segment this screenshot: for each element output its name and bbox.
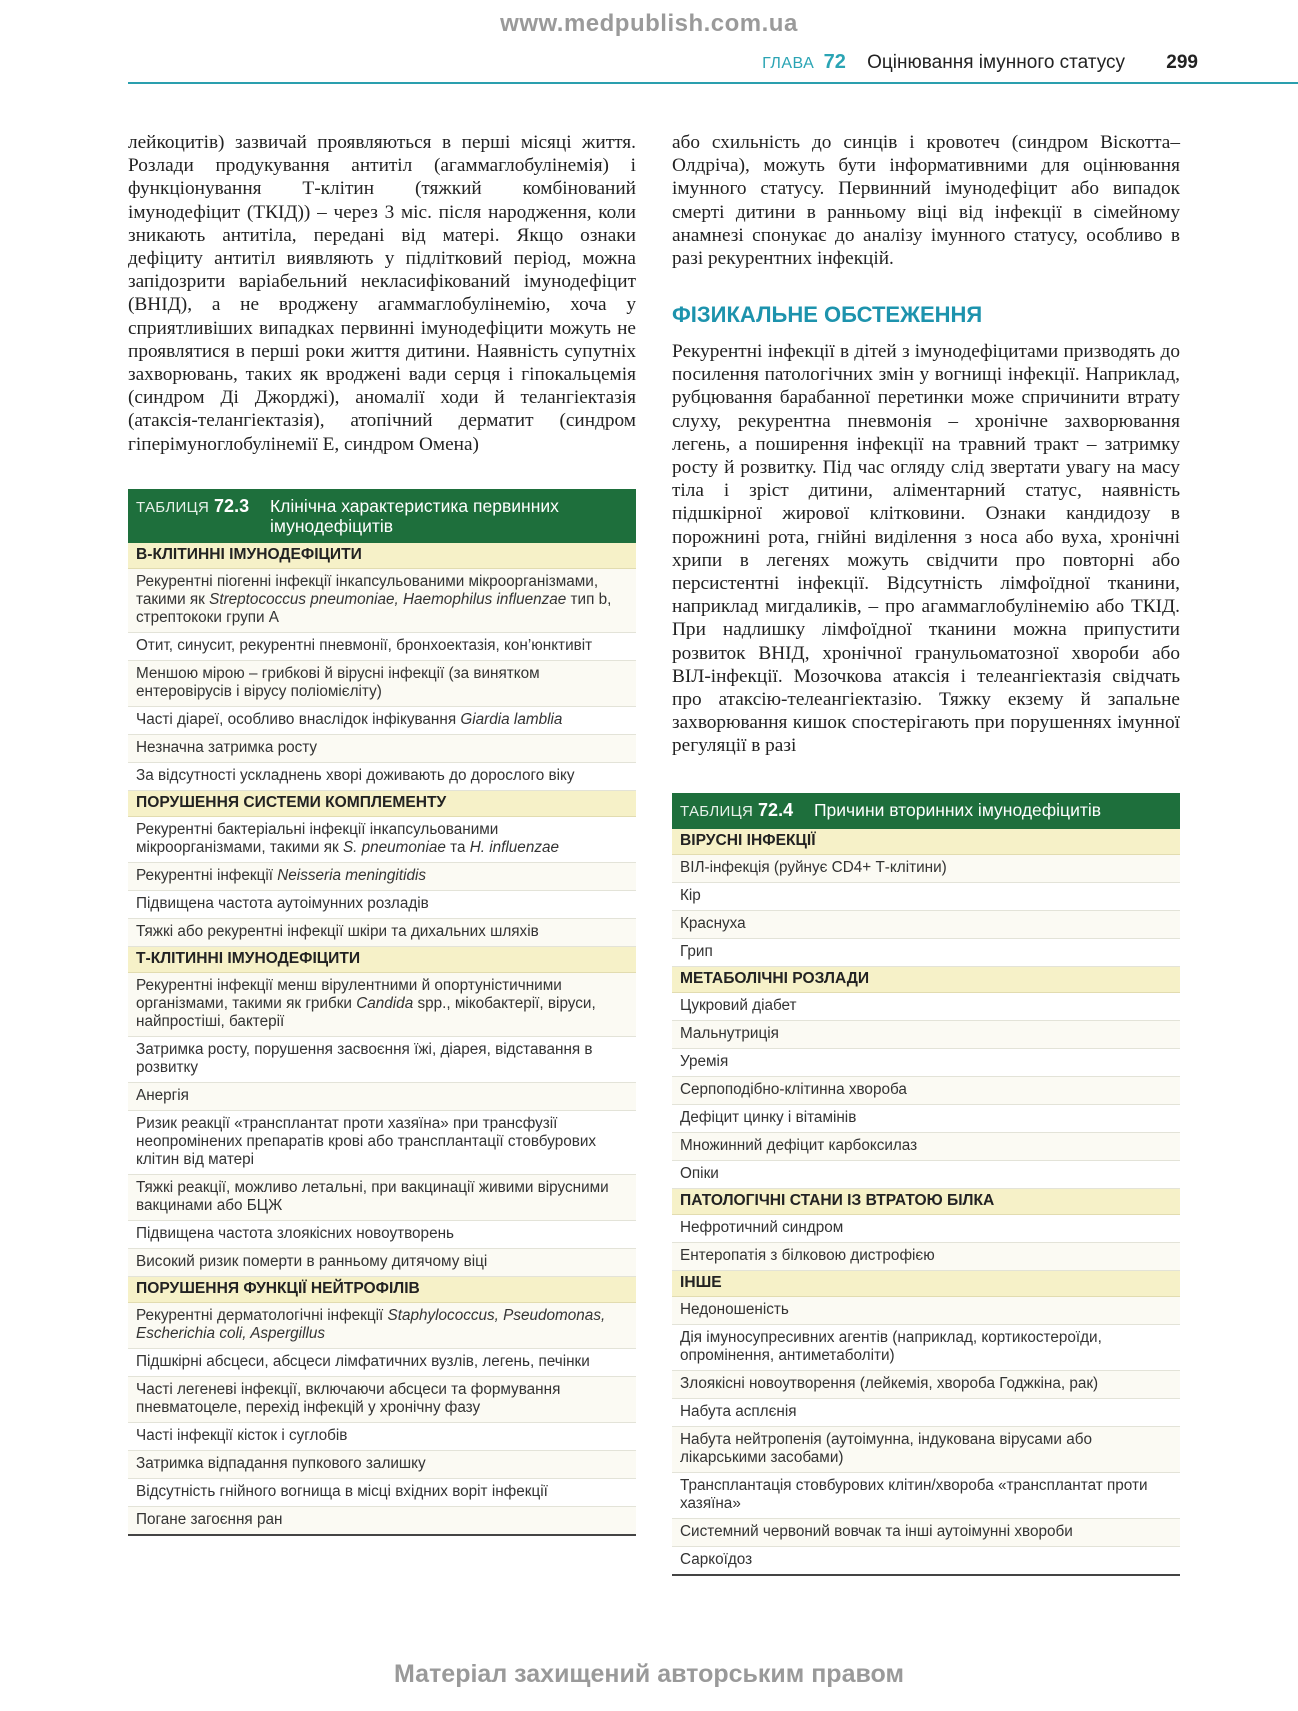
table-cell: Злоякісні новоутворення (лейкемія, хвороба Годжкіна, рак) (672, 1371, 1180, 1399)
table-cell: Дія імуносупресивних агентів (наприклад, кортикостероїди, опромінення, антиметаболіти) (672, 1325, 1180, 1371)
table-row (128, 1249, 636, 1277)
table-cell: Високий ризик померти в ранньому дитячому віці (128, 1249, 636, 1277)
table-category-row (128, 791, 636, 817)
table-row (128, 1479, 636, 1507)
table-number: 72.4 (758, 800, 794, 820)
table-cell: Отит, синусит, рекурентні пневмонії, бронхоектазія, кон’юнктивіт (128, 633, 636, 661)
table-row (128, 919, 636, 947)
watermark-bottom: Матеріал захищений авторським правом (394, 1660, 904, 1688)
body-text-column-2-bottom: Рекурентні інфекції в дітей з імунодефіцитами призводять до посилення патологічних змін у вогнищі інфекції. Наприклад, рубцювання барабанної перетинки може спричинити втрату слуху, рекурентна пневмонія – хронічне захворювання легень, а поширення інфекції на травний тракт – затримку росту й розвитку. Під час огляду слід звертати увагу на масу тіла і зріст дитини, аліментарний статус, наявність підшкірної жирової клітковини. Ознаки кандидозу в порожнині рота, гнійні виділення з носа або вуха, хронічні хрипи в легенях можуть свідчити про повторні або персистентні інфекції. Відсутність лімфоїдної тканини, наприклад мигдаликів, – про агаммаглобулінемію або ТКІД. При надлишку лімфоїдної тканини можна припустити розвиток ВНІД, хронічної гранульоматозної хвороби або ВІЛ-інфекції. Мозочкова атаксія і телеангіектазія свідчать про атаксію-телеангіектазію. Тяжку екзему й запальне захворювання кишок спостерігають при порушеннях імунної регуляції в разі (672, 341, 1180, 757)
table-72-4-body (672, 829, 1180, 1575)
table-cell: Часті діареї, особливо внаслідок інфікування Giardia lamblia (128, 707, 636, 735)
table-row (672, 1473, 1180, 1519)
table-row (672, 911, 1180, 939)
table-row (128, 735, 636, 763)
table-row (672, 855, 1180, 883)
table-cell: Ризик реакції «трансплантат проти хазяїна» при трансфузії неопромінених препаратів крові або трансплантації стовбурових клітин від матері (128, 1111, 636, 1175)
table-row (672, 1049, 1180, 1077)
table-cell: Цукровий діабет (672, 993, 1180, 1021)
table-row (672, 1547, 1180, 1576)
table-row (128, 863, 636, 891)
table-title: Причини вторинних імунодефіцитів (813, 800, 1102, 820)
table-cell: Дефіцит цинку і вітамінів (672, 1105, 1180, 1133)
table-row (672, 1021, 1180, 1049)
page-header (128, 48, 1298, 84)
table-cell: Краснуха (672, 911, 1180, 939)
table-cell: Підвищена частота аутоімунних розладів (128, 891, 636, 919)
body-text-column-1: лейкоцитів) зазвичай проявляються в перші місяці життя. Розлади продукування антитіл (агаммаглобулінемія) і функціонування Т-клітин (тяжкий комбінований імунодефіцит (ТКІД)) – через 3 міс. після народження, коли зникають антитіла, передані від матері. Якщо ознаки дефіциту антитіл виявляють у підлітковий період, можна запідозрити варіабельний некласифікований імунодефіцит (ВНІД), а не вроджену агаммаглобулінемію, хоча у сприятливіших випадках первинні імунодефіцити можуть не проявлятися в перші роки життя дитини. Наявність супутніх захворювань, таких як вроджені вади серця і гіпокальцемія (синдром Ді Джорджі), аномалії ходи й телангіектазія (атаксія-телангіектазія), атопічний дерматит (синдром гіперімуноглобулінемії Е, синдром Омена) (128, 132, 636, 455)
table-cell: Мальнутриція (672, 1021, 1180, 1049)
table-title: Клінічна характеристика первинних імунодефіцитів (269, 496, 559, 536)
table-category-row (672, 1189, 1180, 1215)
table-category-row (672, 1271, 1180, 1297)
table-row (128, 1423, 636, 1451)
table-72-3-caption (128, 489, 636, 543)
table-row (128, 1303, 636, 1349)
table-cell: Опіки (672, 1161, 1180, 1189)
table-row (128, 661, 636, 707)
table-row (128, 1037, 636, 1083)
table-row (128, 891, 636, 919)
table-72-3-body (128, 543, 636, 1535)
table-row (128, 569, 636, 633)
table-row (128, 707, 636, 735)
category-cell: МЕТАБОЛІЧНІ РОЗЛАДИ (672, 967, 1180, 993)
table-label: ТАБЛИЦЯ (136, 499, 210, 516)
table-row (672, 1215, 1180, 1243)
table-row (672, 1399, 1180, 1427)
table-cell: Затримка відпадання пупкового залишку (128, 1451, 636, 1479)
table-cell: Часті інфекції кісток і суглобів (128, 1423, 636, 1451)
table-cell: Серпоподібно-клітинна хвороба (672, 1077, 1180, 1105)
running-head (762, 51, 1198, 74)
table-cell: Уремія (672, 1049, 1180, 1077)
table-category-row (128, 1277, 636, 1303)
category-cell: ПОРУШЕННЯ ФУНКЦІЇ НЕЙТРОФІЛІВ (128, 1277, 636, 1303)
table-cell: Часті легеневі інфекції, включаючи абсцеси та формування пневматоцеле, перехід інфекцій у хронічну фазу (128, 1377, 636, 1423)
body-text-column-2-top: або схильність до синців і кровотеч (синдром Віскотта–Олдріча), можуть бути інформативними для оцінювання імунного статусу. Первинний імунодефіцит або випадок смерті дитини в ранньому віці від інфекції в сімейному анамнезі спонукає до аналізу імунного статусу, особливо в разі рекурентних інфекцій. (672, 132, 1180, 270)
table-cell: Тяжкі реакції, можливо летальні, при вакцинації живими вірусними вакцинами або БЦЖ (128, 1175, 636, 1221)
table-category-row (128, 543, 636, 569)
table-row (672, 1297, 1180, 1325)
table-cell: Нефротичний синдром (672, 1215, 1180, 1243)
category-cell: ПАТОЛОГІЧНІ СТАНИ ІЗ ВТРАТОЮ БІЛКА (672, 1189, 1180, 1215)
table-cell: Кір (672, 883, 1180, 911)
table-row (672, 1161, 1180, 1189)
table-label: ТАБЛИЦЯ (680, 803, 754, 820)
table-row (672, 1325, 1180, 1371)
section-heading: ФІЗИКАЛЬНЕ ОБСТЕЖЕННЯ (672, 302, 983, 327)
table-row (128, 763, 636, 791)
table-row (128, 817, 636, 863)
table-cell: Рекурентні інфекції Neisseria meningitidis (128, 863, 636, 891)
table-row (672, 939, 1180, 967)
table-row (672, 1133, 1180, 1161)
table-cell: За відсутності ускладнень хворі доживають до дорослого віку (128, 763, 636, 791)
table-row (128, 973, 636, 1037)
table-row (672, 1427, 1180, 1473)
table-cell: Анергія (128, 1083, 636, 1111)
table-row (128, 1377, 636, 1423)
table-cell: Набута нейтропенія (аутоімунна, індукована вірусами або лікарськими засобами) (672, 1427, 1180, 1473)
table-row (672, 993, 1180, 1021)
table-row (672, 1243, 1180, 1271)
table-row (128, 1451, 636, 1479)
table-cell: Недоношеність (672, 1297, 1180, 1325)
table-row (672, 1519, 1180, 1547)
table-cell: Незначна затримка росту (128, 735, 636, 763)
table-category-row (128, 947, 636, 973)
table-cell: Рекурентні дерматологічні інфекції Staphylococcus, Pseudomonas, Escherichia coli, Aspergillus (128, 1303, 636, 1349)
table-cell: Тяжкі або рекурентні інфекції шкіри та дихальних шляхів (128, 919, 636, 947)
table-row (128, 1507, 636, 1536)
watermark-top: www.medpublish.com.ua (500, 10, 798, 37)
table-row (128, 1175, 636, 1221)
table-cell: Затримка росту, порушення засвоєння їжі, діарея, відставання в розвитку (128, 1037, 636, 1083)
chapter-number: 72 (823, 51, 846, 73)
table-cell: ВІЛ-інфекція (руйнує CD4+ Т-клітини) (672, 855, 1180, 883)
table-cell: Підвищена частота злоякісних новоутворень (128, 1221, 636, 1249)
table-cell: Множинний дефіцит карбоксилаз (672, 1133, 1180, 1161)
table-cell: Меншою мірою – грибкові й вірусні інфекції (за винятком ентеровірусів і вірусу поліомієліту) (128, 661, 636, 707)
table-cell: Саркоїдоз (672, 1547, 1180, 1576)
table-cell: Системний червоний вовчак та інші аутоімунні хвороби (672, 1519, 1180, 1547)
table-cell: Відсутність гнійного вогнища в місці вхідних воріт інфекції (128, 1479, 636, 1507)
table-row (672, 883, 1180, 911)
table-cell: Рекурентні піогенні інфекції інкапсульованими мікроорганізмами, такими як Streptococcus pneumoniae, Haemophilus influenzae тип b, стрептококи групи А (128, 569, 636, 633)
category-cell: ПОРУШЕННЯ СИСТЕМИ КОМПЛЕМЕНТУ (128, 791, 636, 817)
table-row (128, 1111, 636, 1175)
table-cell: Погане загоєння ран (128, 1507, 636, 1536)
table-row (672, 1371, 1180, 1399)
category-cell: В-КЛІТИННІ ІМУНОДЕФІЦИТИ (128, 543, 636, 569)
table-cell: Рекурентні бактеріальні інфекції інкапсульованими мікроорганізмами, такими як S. pneumoniae та H. influenzae (128, 817, 636, 863)
category-cell: ІНШЕ (672, 1271, 1180, 1297)
table-cell: Грип (672, 939, 1180, 967)
table-cell: Рекурентні інфекції менш вірулентними й опортуністичними організмами, такими як грибки Candida spp., мікобактерії, віруси, найпростіші, бактерії (128, 973, 636, 1037)
table-cell: Ентеропатія з білковою дистрофією (672, 1243, 1180, 1271)
table-row (128, 1221, 636, 1249)
table-72-4 (672, 793, 1180, 1576)
chapter-label: ГЛАВА (762, 55, 815, 72)
table-72-4-caption (672, 793, 1180, 829)
table-category-row (672, 967, 1180, 993)
category-cell: ВІРУСНІ ІНФЕКЦІЇ (672, 829, 1180, 855)
table-cell: Підшкірні абсцеси, абсцеси лімфатичних вузлів, легень, печінки (128, 1349, 636, 1377)
table-number: 72.3 (214, 496, 250, 516)
category-cell: Т-КЛІТИННІ ІМУНОДЕФІЦИТИ (128, 947, 636, 973)
table-row (672, 1077, 1180, 1105)
table-row (672, 1105, 1180, 1133)
table-row (128, 633, 636, 661)
chapter-title: Оцінювання імунного статусу (867, 52, 1126, 73)
page-number: 299 (1166, 52, 1198, 73)
table-row (128, 1083, 636, 1111)
table-72-3 (128, 489, 636, 1536)
table-cell: Набута асплєнія (672, 1399, 1180, 1427)
table-category-row (672, 829, 1180, 855)
table-row (128, 1349, 636, 1377)
table-cell: Трансплантація стовбурових клітин/хвороба «трансплантат проти хазяїна» (672, 1473, 1180, 1519)
